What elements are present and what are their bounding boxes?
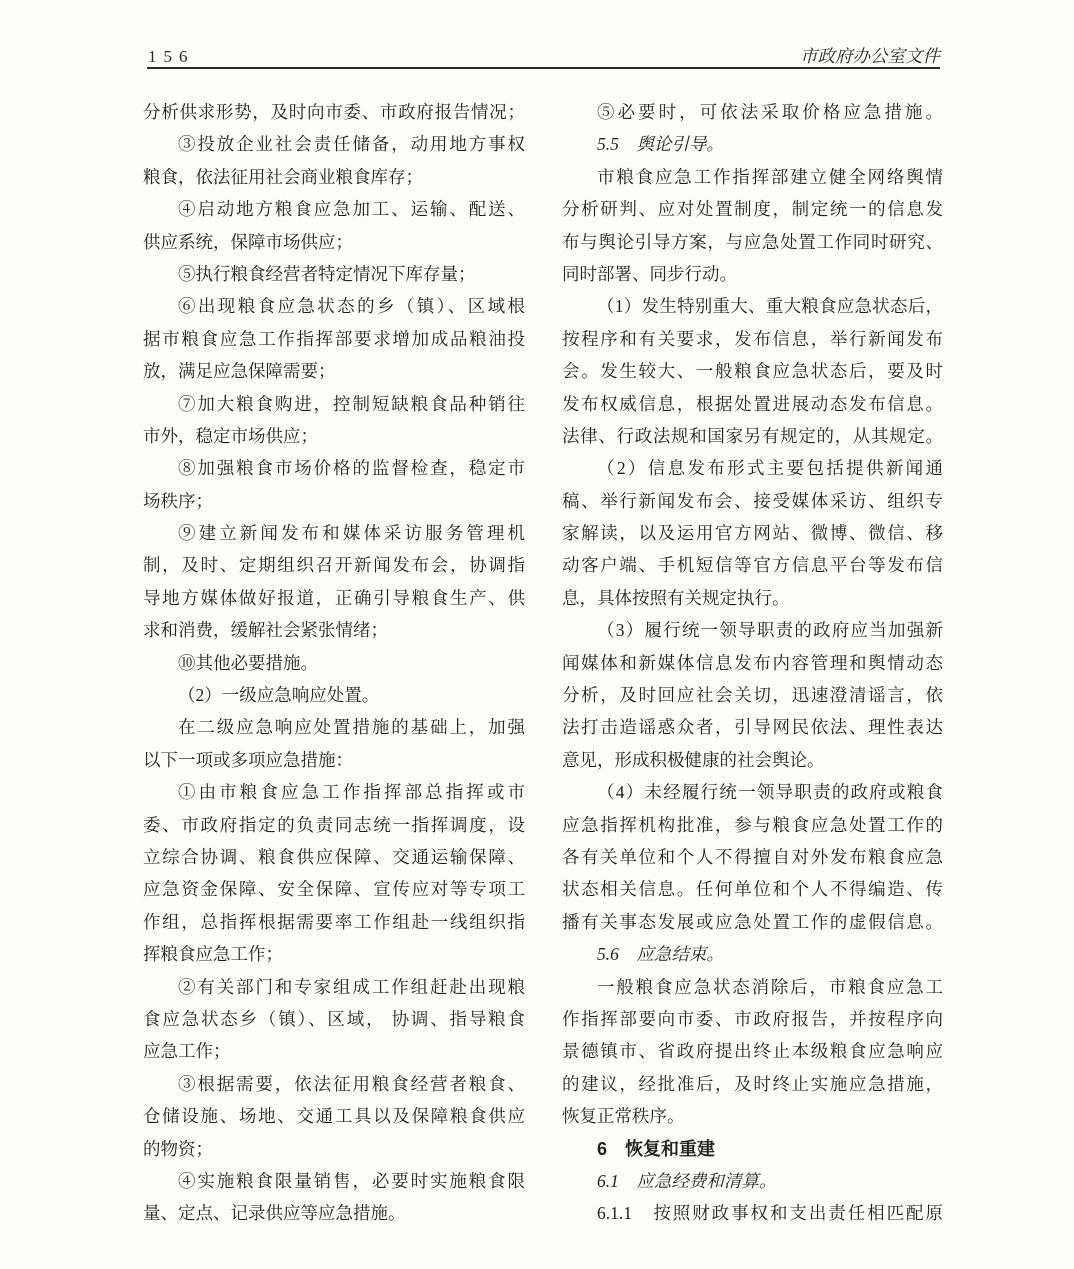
text-line: ④实施粮食限量销售，必要时实施粮食限 (178, 1170, 525, 1191)
text-line: 发布权威信息，根据处置进展动态发布信息。 (562, 393, 943, 414)
text-line: ⑤执行粮食经营者特定情况下库存量； (178, 263, 476, 284)
text-line: 食应急状态乡（镇）、区域， 协调、指导粮食 (143, 1008, 525, 1029)
text-line: 6.1.1 按照财政事权和支出责任相匹配原 (597, 1203, 943, 1224)
text-line: 挥粮食应急工作； (143, 944, 283, 965)
text-line: 供应系统，保障市场供应； (143, 231, 353, 252)
text-line: 意见，形成积极健康的社会舆论。 (562, 749, 825, 770)
text-line: 6 恢复和重建 (597, 1138, 716, 1159)
text-line: 分析研判、应对处置制度，制定统一的信息发 (562, 199, 943, 220)
text-line: （2）信息发布形式主要包括提供新闻通 (597, 458, 943, 479)
text-line: 的物资； (143, 1138, 213, 1159)
text-line: （2）一级应急响应处置。 (178, 685, 380, 706)
text-line: 景德镇市、省政府提出终止本级粮食应急响应 (562, 1041, 943, 1062)
text-line: 动客户端、手机短信等官方信息平台等发布信 (562, 555, 943, 576)
text-line: 状态相关信息。任何单位和个人不得编造、传 (562, 879, 943, 900)
text-line: ⑤必要时，可依法采取价格应急措施。 (597, 102, 943, 122)
text-line: ⑧加强粮食市场价格的监督检查，稳定市 (178, 458, 525, 479)
text-line: （4）未经履行统一领导职责的政府或粮食 (597, 782, 943, 803)
text-line: ①由市粮食应急工作指挥部总指挥或市 (178, 782, 525, 803)
text-line: 委、市政府指定的负责同志统一指挥调度，设 (143, 814, 525, 835)
text-line: 各有关单位和个人不得擅自对外发布粮食应急 (562, 846, 943, 867)
text-line: 应急资金保障、安全保障、宣传应对等专项工 (143, 879, 525, 900)
text-line: ⑨建立新闻发布和媒体采访服务管理机 (178, 523, 525, 544)
text-line: 稿、举行新闻发布会、接受媒体采访、组织专 (562, 490, 943, 511)
page-number: 156 (148, 47, 195, 66)
text-line: 市外，稳定市场供应； (143, 425, 318, 446)
text-line: 导地方媒体做好报道，正确引导粮食生产、供 (143, 587, 525, 608)
text-line: 闻媒体和新媒体信息发布内容管理和舆情动态 (562, 652, 943, 673)
text-line: ⑥出现粮食应急状态的乡（镇）、区域根 (178, 296, 525, 317)
text-line: ⑦加大粮食购进，控制短缺粮食品种销往 (178, 393, 525, 414)
text-line: 据市粮食应急工作指挥部要求增加成品粮油投 (143, 328, 525, 349)
text-line: 仓储设施、场地、交通工具以及保障粮食供应 (143, 1106, 525, 1127)
header-rule (147, 67, 940, 69)
text-line: 作组，总指挥根据需要率工作组赴一线组织指 (143, 911, 525, 932)
text-line: （1）发生特别重大、重大粮食应急状态后， (597, 296, 943, 317)
text-line: 分析，及时回应社会关切，迅速澄清谣言，依 (562, 685, 943, 706)
left-column (143, 96, 525, 1230)
text-line: 5.6 应急结束。 (597, 944, 724, 965)
text-columns (143, 96, 943, 1230)
text-line: 应急指挥机构批准，参与粮食应急处置工作的 (562, 814, 943, 835)
text-line: ③投放企业社会责任储备，动用地方事权 (178, 134, 525, 155)
text-line: 作指挥部要向市委、市政府报告，并按程序向 (562, 1008, 943, 1029)
text-line: 以下一项或多项应急措施： (143, 749, 353, 770)
text-line: 求和消费，缓解社会紧张情绪； (143, 620, 388, 641)
text-line: 按程序和有关要求，发布信息，举行新闻发布 (562, 328, 943, 349)
text-line: 粮食，依法征用社会商业粮食库存； (143, 166, 423, 187)
text-line: 布与舆论引导方案，与应急处置工作同时研究、 (562, 231, 943, 252)
text-line: 息，具体按照有关规定执行。 (562, 587, 790, 608)
text-line: ④启动地方粮食应急加工、运输、配送、 (178, 199, 525, 220)
text-line: 5.5 舆论引导。 (597, 134, 724, 155)
text-line: 分析供求形势，及时向市委、市政府报告情况； (143, 102, 525, 122)
text-line: 会。发生较大、一般粮食应急状态后，要及时 (562, 361, 943, 382)
text-line: 6.1 应急经费和清算。 (597, 1170, 777, 1191)
text-line: 播有关事态发展或应急处置工作的虚假信息。 (562, 911, 943, 932)
text-line: 市粮食应急工作指挥部建立健全网络舆情 (597, 166, 943, 187)
text-line: 法打击造谣惑众者，引导网民依法、理性表达 (562, 717, 943, 738)
text-line: 的建议，经批准后，及时终止实施应急措施， (562, 1073, 943, 1094)
text-line: 在二级应急响应处置措施的基础上，加强 (178, 717, 525, 738)
text-line: 场秩序； (143, 490, 213, 511)
text-line: 立综合协调、粮食供应保障、交通运输保障、 (143, 846, 525, 867)
text-line: 同时部署、同步行动。 (562, 263, 737, 284)
right-column (562, 96, 943, 1230)
text-line: ③根据需要，依法征用粮食经营者粮食、 (178, 1073, 525, 1094)
text-line: ②有关部门和专家组成工作组赶赴出现粮 (178, 976, 525, 997)
text-line: ⑩其他必要措施。 (178, 652, 318, 673)
text-line: 放，满足应急保障需要； (143, 361, 336, 382)
text-line: 法律、行政法规和国家另有规定的，从其规定。 (562, 425, 943, 446)
text-line: 家解读，以及运用官方网站、微博、微信、移 (562, 523, 943, 544)
text-line: 恢复正常秩序。 (562, 1106, 685, 1127)
text-line: 应急工作； (143, 1041, 231, 1062)
text-line: 一般粮食应急状态消除后，市粮食应急工 (597, 976, 943, 997)
header-title: 市政府办公室文件 (800, 46, 940, 66)
text-line: 量、定点、记录供应等应急措施。 (143, 1203, 406, 1224)
text-line: 制，及时、定期组织召开新闻发布会，协调指 (143, 555, 525, 576)
text-line: （3）履行统一领导职责的政府应当加强新 (597, 620, 943, 641)
